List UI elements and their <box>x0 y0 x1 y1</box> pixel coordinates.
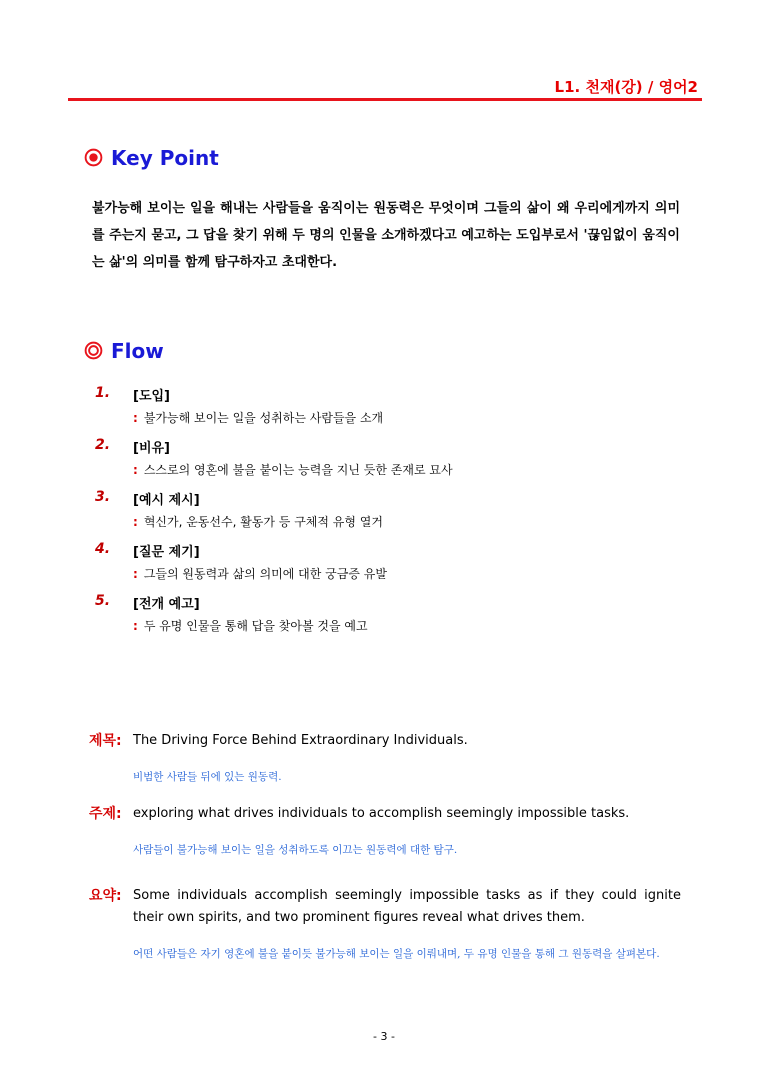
header-rule <box>68 98 702 101</box>
key-point-body: 불가능해 보이는 일을 해내는 사람들을 움직이는 원동력은 무엇이며 그들의 삶이 왜 우리에게까지 의미를 주는지 묻고, 그 답을 찾기 위해 두 명의 인물을 소개하겠다고 예고하는 도입부로서 '끊임없이 움직이는 삶'의 의미를 함께 탐구하자고 초대한다. <box>92 201 680 270</box>
flow-item-title: [비유] <box>133 441 170 456</box>
flow-item-text: 두 유명 인물을 통해 답을 찾아볼 것을 예고 <box>143 619 368 633</box>
flow-item-description <box>133 513 383 530</box>
key-point-heading <box>84 146 219 170</box>
flow-number: 3. <box>95 489 111 505</box>
flow-colon: : <box>133 619 138 633</box>
flow-item-text: 불가능해 보이는 일을 성취하는 사람들을 소개 <box>143 411 384 425</box>
flow-item <box>95 591 655 643</box>
title-label: 제목: <box>89 733 122 749</box>
topic-block <box>89 803 681 861</box>
flow-item <box>95 383 655 435</box>
flow-item-description <box>133 461 453 478</box>
topic-label: 주제: <box>89 806 122 822</box>
flow-colon: : <box>133 567 138 581</box>
title-english: The Driving Force Behind Extraordinary Individuals. <box>133 733 468 748</box>
title-block <box>89 730 681 788</box>
flow-item-title: [질문 제기] <box>133 545 200 560</box>
flow-item-text: 그들의 원동력과 삶의 의미에 대한 궁금증 유발 <box>143 567 387 581</box>
page-number: - 3 - <box>373 1030 395 1043</box>
abstract-english: Some individuals accomplish seemingly impossible tasks as if they could ignite their own spirits, and two prominent figures reveal what drives them. <box>133 888 681 925</box>
flow-colon: : <box>133 411 138 425</box>
key-point-title: Key Point <box>111 146 219 170</box>
flow-colon: : <box>133 515 138 529</box>
abstract-korean: 어떤 사람들은 자기 영혼에 불을 붙이듯 불가능해 보이는 일을 이뤄내며, 두 유명 인물을 통해 그 원동력을 살펴본다. <box>133 948 660 960</box>
bullseye-icon <box>84 148 103 167</box>
title-korean: 비범한 사람들 뒤에 있는 원동력. <box>133 771 282 783</box>
flow-list <box>95 383 655 643</box>
topic-korean: 사람들이 불가능해 보이는 일을 성취하도록 이끄는 원동력에 대한 탐구. <box>133 844 458 856</box>
flow-heading <box>84 339 164 363</box>
flow-number: 4. <box>95 541 111 557</box>
flow-item <box>95 435 655 487</box>
flow-item-description <box>133 409 383 426</box>
abstract-block <box>89 885 681 965</box>
flow-number: 1. <box>95 385 111 401</box>
header-label <box>555 76 698 97</box>
topic-english: exploring what drives individuals to accomplish seemingly impossible tasks. <box>133 806 630 821</box>
flow-item-text: 스스로의 영혼에 불을 붙이는 능력을 지닌 듯한 존재로 묘사 <box>143 463 453 477</box>
flow-number: 5. <box>95 593 111 609</box>
flow-colon: : <box>133 463 138 477</box>
double-circle-icon <box>84 341 103 360</box>
abstract-label: 요약: <box>89 888 122 904</box>
flow-item <box>95 539 655 591</box>
flow-item-title: [예시 제시] <box>133 493 200 508</box>
flow-item-description <box>133 565 387 582</box>
header-lesson: L1. <box>554 78 581 96</box>
flow-item-title: [도입] <box>133 389 170 404</box>
flow-item-title: [전개 예고] <box>133 597 200 612</box>
flow-item-description <box>133 617 368 634</box>
flow-item <box>95 487 655 539</box>
flow-number: 2. <box>95 437 111 453</box>
header-textbook: 천재(강) / 영어2 <box>585 78 698 96</box>
flow-item-text: 혁신가, 운동선수, 활동가 등 구체적 유형 열거 <box>143 515 383 529</box>
flow-title: Flow <box>111 339 164 363</box>
